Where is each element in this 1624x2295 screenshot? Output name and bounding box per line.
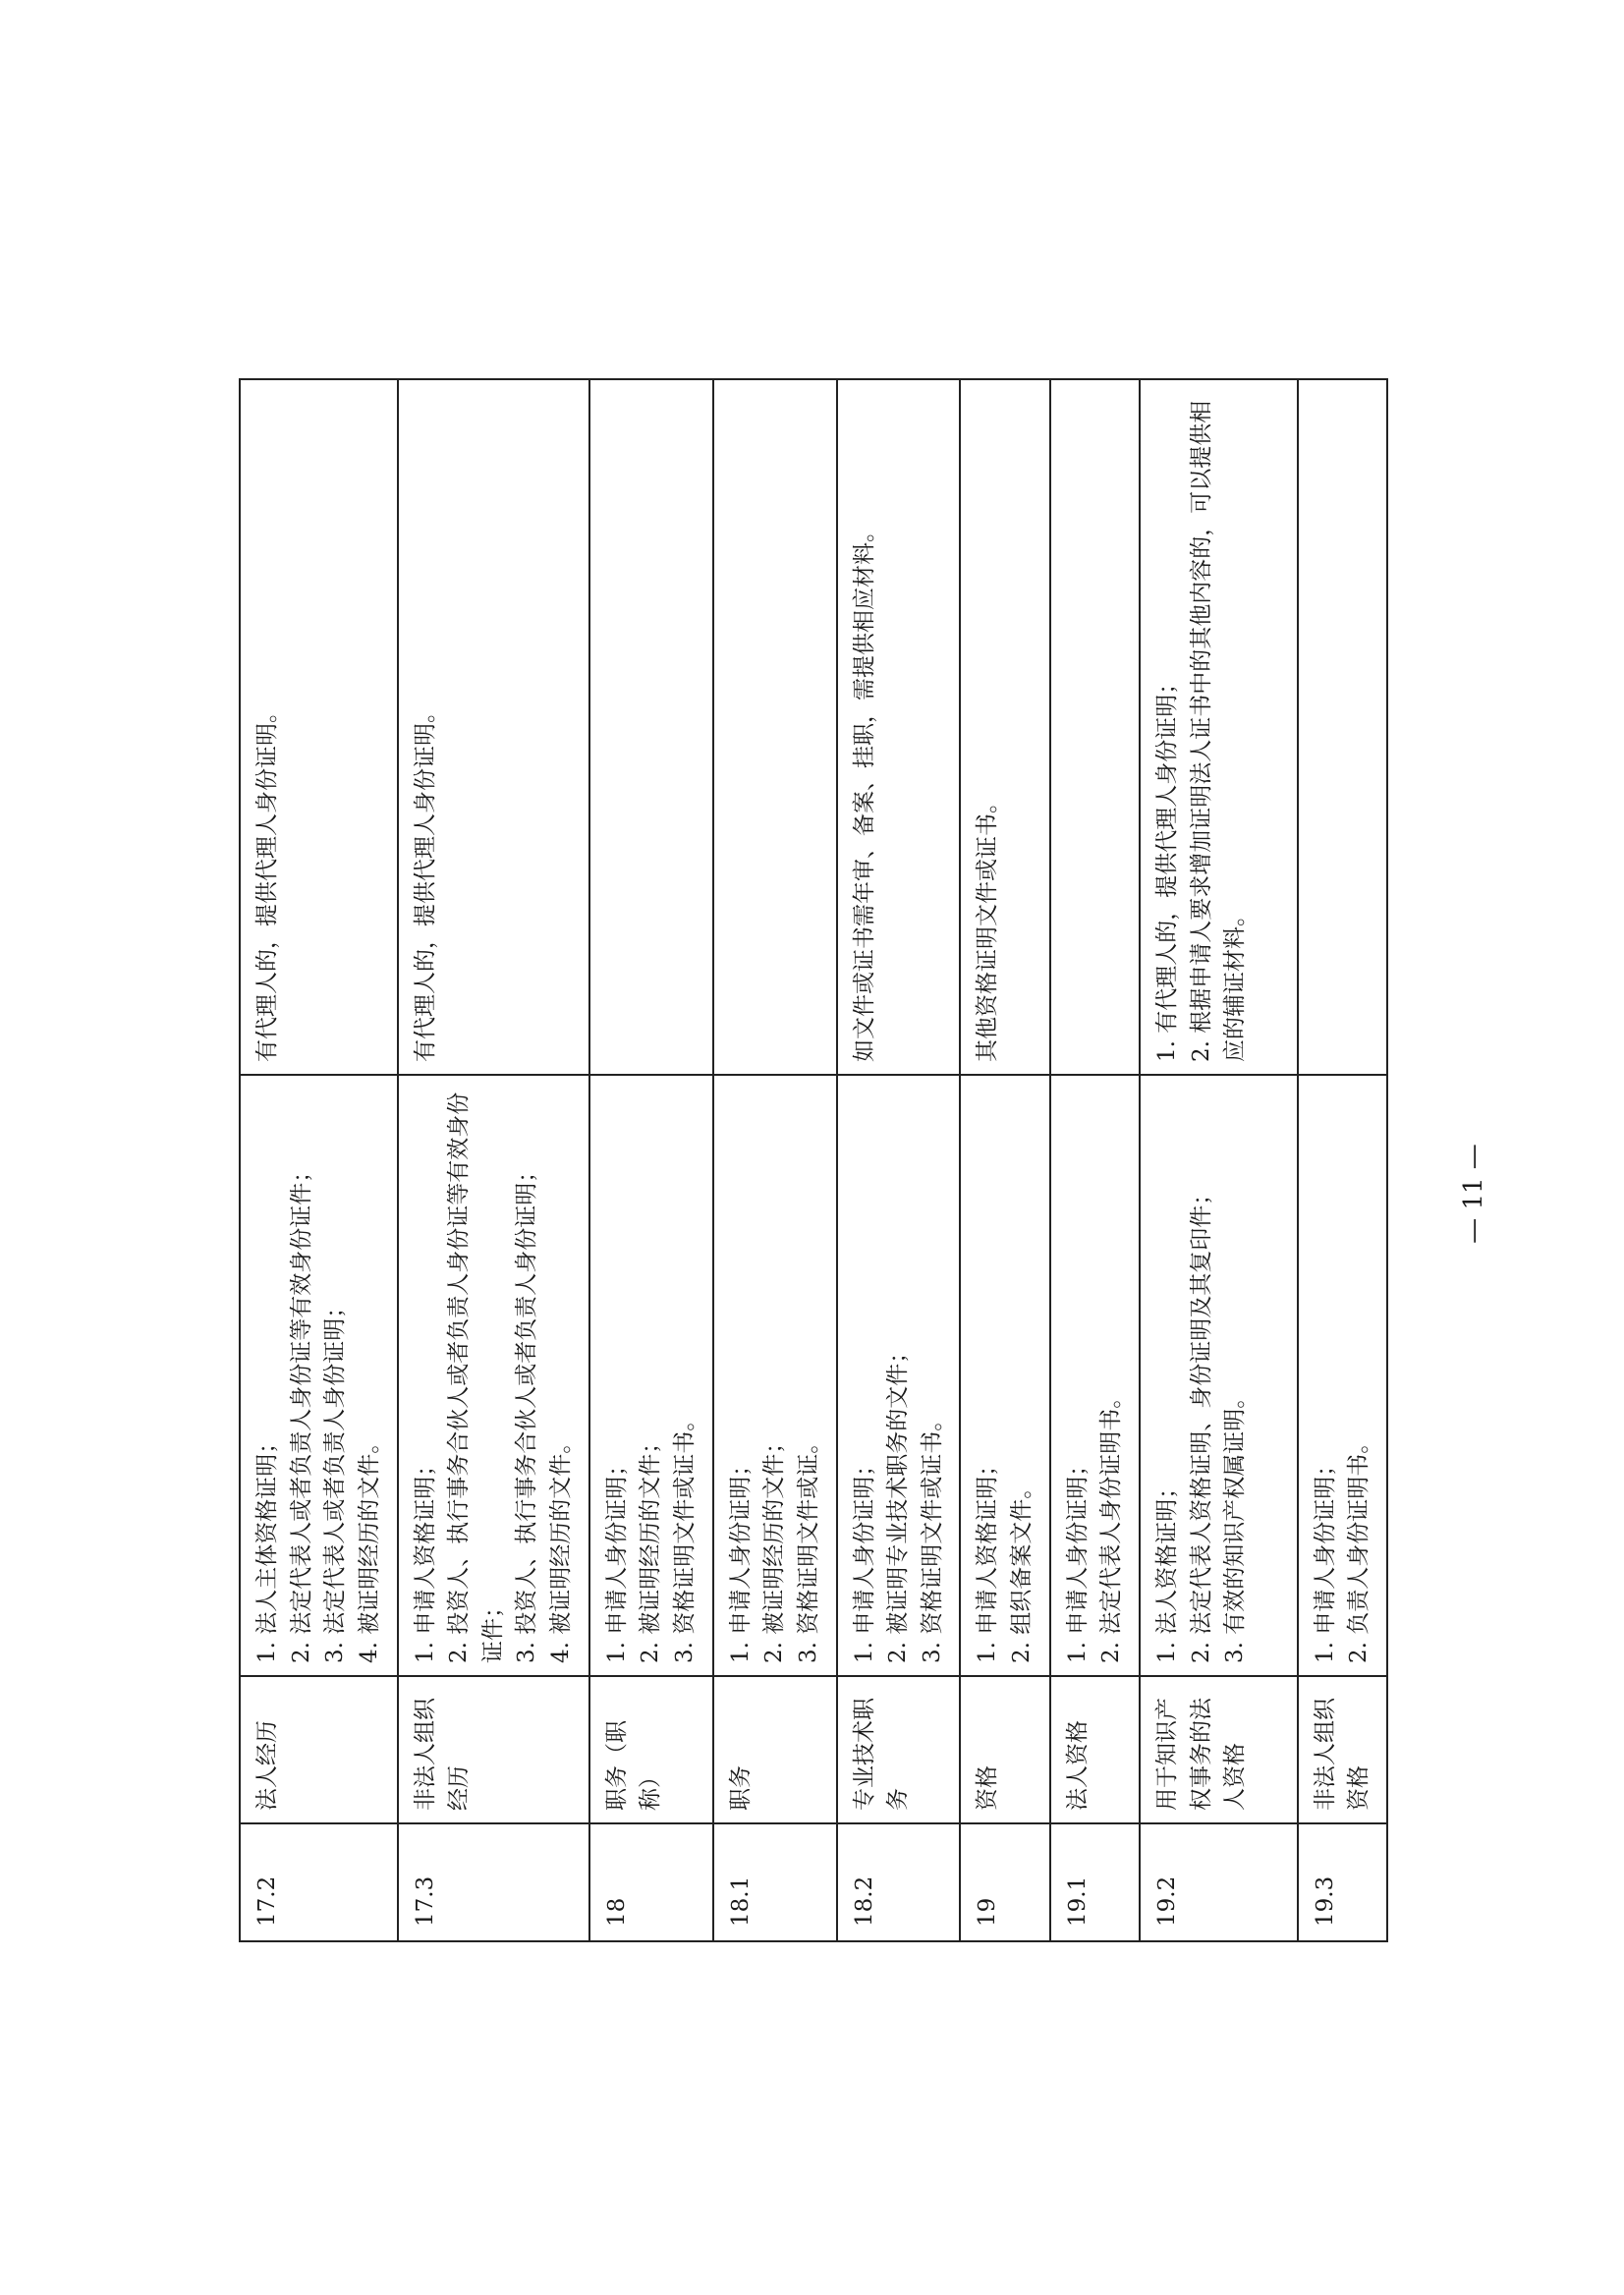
cell-required-materials xyxy=(1140,1075,1298,1676)
cell-item-name: 非法人组织资格 xyxy=(1297,1676,1386,1823)
cell-item-name: 资格 xyxy=(960,1676,1049,1823)
material-line: 2. 法定代表人或者负责人身份证等有效身份证件； xyxy=(288,1159,313,1663)
table-row xyxy=(397,379,588,1941)
cell-item-name: 专业技术职务 xyxy=(836,1676,960,1823)
table-row xyxy=(836,379,960,1941)
cell-item-number: 18.2 xyxy=(836,1823,960,1941)
cell-item-name: 法人资格 xyxy=(1049,1676,1139,1823)
note-line: 1. 有代理人的，提供代理人身份证明； xyxy=(1153,671,1180,1062)
cell-required-materials xyxy=(588,1075,712,1676)
material-line: 1. 法人资格证明； xyxy=(1153,1476,1180,1663)
cell-notes xyxy=(397,379,588,1075)
material-line: 2. 投资人、执行事务合伙人或者负责人身份证等有效身份证件； xyxy=(445,1092,506,1663)
table-row xyxy=(1049,379,1139,1941)
cell-item-name: 职务（职称） xyxy=(588,1676,712,1823)
cell-item-number: 17.2 xyxy=(240,1823,398,1941)
cell-notes xyxy=(836,379,960,1075)
material-line: 3. 法定代表人或者负责人身份证明； xyxy=(321,1295,348,1663)
material-line: 2. 组织备案文件。 xyxy=(1008,1476,1035,1663)
cell-item-name: 法人经历 xyxy=(240,1676,398,1823)
certification-materials-table xyxy=(239,378,1388,1942)
cell-item-number: 19.1 xyxy=(1049,1823,1139,1941)
material-line: 2. 法定代表人资格证明、身份证明及其复印件； xyxy=(1188,1182,1214,1663)
material-line: 1. 申请人资格证明； xyxy=(974,1453,1000,1663)
cell-notes xyxy=(712,379,836,1075)
table-row xyxy=(712,379,836,1941)
material-line: 2. 法定代表人身份证明书。 xyxy=(1097,1385,1124,1663)
table-row xyxy=(1297,379,1386,1941)
material-line: 1. 申请人身份证明； xyxy=(851,1453,877,1663)
cell-notes xyxy=(960,379,1049,1075)
material-line: 1. 法人主体资格证明； xyxy=(253,1430,280,1663)
cell-required-materials xyxy=(960,1075,1049,1676)
cell-required-materials xyxy=(1297,1075,1386,1676)
cell-item-number: 19.3 xyxy=(1297,1823,1386,1941)
material-line: 1. 申请人资格证明； xyxy=(412,1453,438,1663)
cell-required-materials xyxy=(712,1075,836,1676)
cell-item-name: 职务 xyxy=(712,1676,836,1823)
material-line: 2. 被证明经历的文件； xyxy=(760,1430,787,1663)
material-line: 1. 申请人身份证明； xyxy=(1312,1453,1338,1663)
cell-notes xyxy=(588,379,712,1075)
cell-item-number: 18.1 xyxy=(712,1823,836,1941)
material-line: 3. 资格证明文件或证。 xyxy=(795,1430,821,1663)
cell-item-name: 非法人组织经历 xyxy=(397,1676,588,1823)
table-body xyxy=(240,379,1387,1941)
material-line: 2. 被证明经历的文件； xyxy=(637,1430,663,1663)
material-line: 2. 负责人身份证明书。 xyxy=(1345,1430,1372,1663)
cell-item-number: 19.2 xyxy=(1140,1823,1298,1941)
table-row xyxy=(240,379,398,1941)
cell-item-number: 18 xyxy=(588,1823,712,1941)
cell-item-number: 17.3 xyxy=(397,1823,588,1941)
cell-required-materials xyxy=(240,1075,398,1676)
cell-required-materials xyxy=(1049,1075,1139,1676)
material-line: 1. 申请人身份证明； xyxy=(727,1453,754,1663)
material-line: 3. 有效的知识产权属证明。 xyxy=(1221,1385,1248,1663)
cell-item-number: 19 xyxy=(960,1823,1049,1941)
table-row xyxy=(588,379,712,1941)
material-line: 3. 资格证明文件或证书。 xyxy=(671,1408,698,1663)
cell-notes xyxy=(240,379,398,1075)
note-line: 有代理人的，提供代理人身份证明。 xyxy=(412,700,438,1062)
material-line: 1. 申请人身份证明； xyxy=(1064,1453,1091,1663)
table-row xyxy=(1140,379,1298,1941)
cell-item-name: 用于知识产权事务的法人资格 xyxy=(1140,1676,1298,1823)
material-line: 3. 资格证明文件或证书。 xyxy=(919,1408,945,1663)
page-number: — 11 — xyxy=(1459,1144,1488,1244)
material-line: 2. 被证明专业技术职务的文件； xyxy=(884,1340,911,1663)
note-line: 有代理人的，提供代理人身份证明。 xyxy=(253,700,280,1062)
cell-notes xyxy=(1297,379,1386,1075)
cell-notes xyxy=(1049,379,1139,1075)
material-line: 4. 被证明经历的文件。 xyxy=(356,1430,381,1663)
table-row xyxy=(960,379,1049,1941)
note-line: 如文件或证书需年审、备案、挂职，需提供相应材料。 xyxy=(851,520,877,1062)
material-line: 3. 投资人、执行事务合伙人或者负责人身份证明； xyxy=(513,1159,539,1663)
material-line: 1. 申请人身份证明； xyxy=(603,1453,630,1663)
cell-notes xyxy=(1140,379,1298,1075)
cell-required-materials xyxy=(836,1075,960,1676)
note-line: 2. 根据申请人要求增加证明法人证书中的其他内容的，可以提供相应的辅证材料。 xyxy=(1188,400,1248,1062)
cell-required-materials xyxy=(397,1075,588,1676)
note-line: 其他资格证明文件或证书。 xyxy=(974,791,1000,1062)
material-line: 4. 被证明经历的文件。 xyxy=(547,1430,574,1663)
